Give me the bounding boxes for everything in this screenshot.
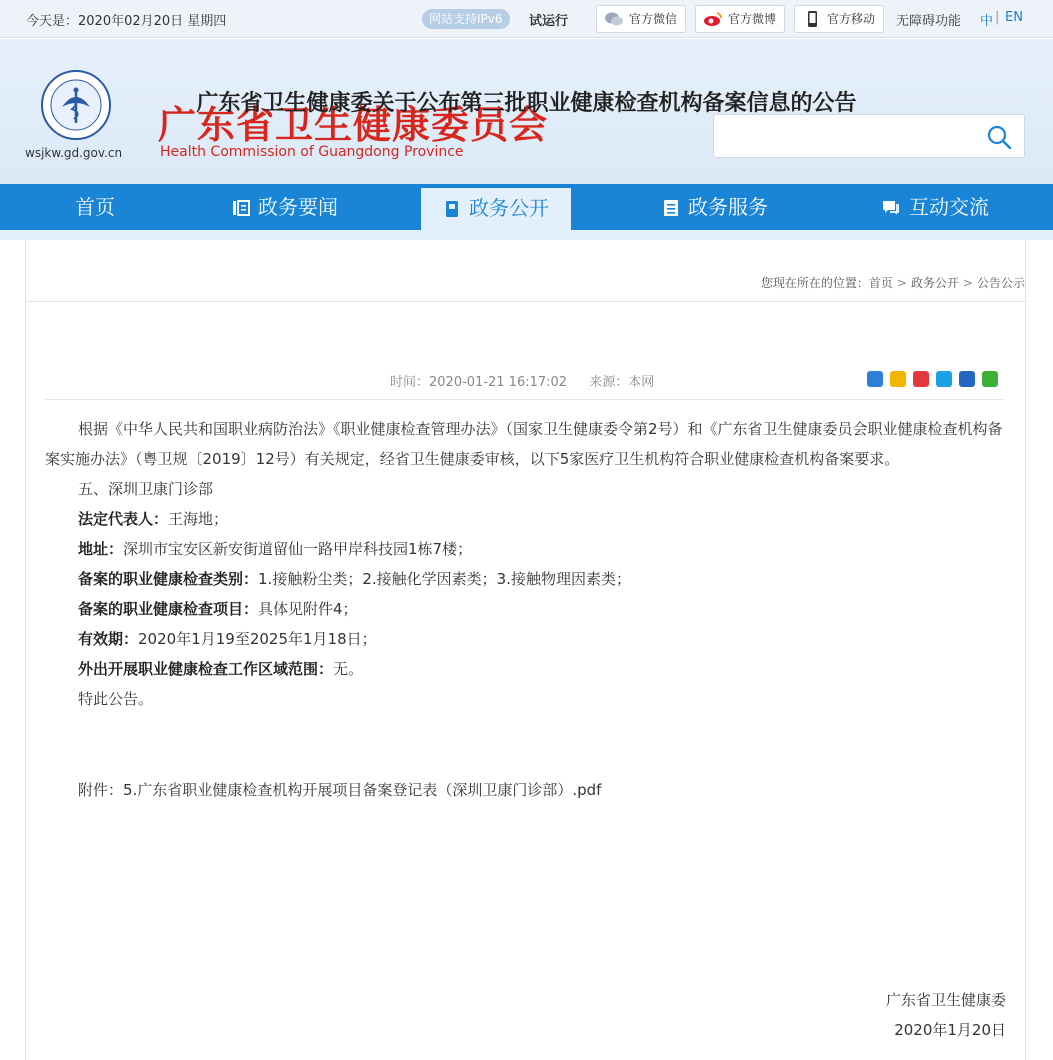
sign-date: 2020年1月20日: [894, 1021, 1006, 1039]
wechat-icon: [604, 11, 624, 27]
wechat-link[interactable]: 官方微信: [596, 5, 686, 33]
mobile-link[interactable]: 官方移动: [794, 5, 884, 33]
article-meta: [390, 371, 654, 390]
document-icon: [662, 199, 680, 217]
news-icon: [232, 199, 250, 217]
field-validity: 有效期：2020年1月19至2025年1月18日；: [78, 630, 377, 648]
site-title: 广东省卫生健康委员会: [158, 103, 549, 147]
breadcrumb-separator: >: [896, 276, 907, 290]
field-representative: 法定代表人：王海地；: [78, 510, 229, 528]
nav-interaction[interactable]: 互动交流: [860, 184, 1010, 230]
nav-home[interactable]: 首页: [75, 195, 115, 219]
ipv6-badge: 网站支持IPv6: [422, 9, 510, 29]
current-date: 今天是：2020年02月20日 星期四: [26, 14, 227, 29]
accessibility-link[interactable]: 无障碍功能: [896, 14, 962, 29]
chat-icon: [881, 199, 901, 217]
trial-label: 试运行: [529, 14, 569, 29]
signature: [886, 985, 1006, 1045]
nav-news[interactable]: 政务要闻: [210, 184, 360, 230]
breadcrumb: 您现在所在的位置：首页 > 政务公开 > 公告公示: [760, 276, 1025, 290]
top-bar: [0, 0, 1053, 38]
org-heading: 五、深圳卫康门诊部: [78, 480, 214, 498]
divider: [26, 301, 1027, 302]
field-items: 备案的职业健康检查项目：具体见附件4；: [78, 600, 358, 618]
share-plus-icon[interactable]: [867, 371, 883, 387]
field-area: 外出开展职业健康检查工作区域范围：无。: [78, 660, 364, 678]
intro-paragraph: 根据《中华人民共和国职业病防治法》《职业健康检查管理办法》（国家卫生健康委令第2号）和《广东省卫生健康委员会职业健康检查机构备案实施办法》（粤卫规〔2019〕12号）有关规定，经省卫生健康委审核，以下5家医疗卫生机构符合职业健康检查机构备案要求。: [45, 420, 1003, 468]
field-category: 备案的职业健康检查类别：1.接触粉尘类；2.接触化学因素类；3.接触物理因素类；: [78, 570, 631, 588]
publish-time: 时间：2020-01-21 16:17:02: [390, 375, 568, 390]
breadcrumb-section[interactable]: 政务公开: [910, 276, 959, 290]
breadcrumb-separator: >: [962, 276, 973, 290]
attachment-link[interactable]: 5.广东省职业健康检查机构开展项目备案登记表（深圳卫康门诊部）.pdf: [123, 781, 602, 799]
closing-text: 特此公告。: [78, 690, 154, 708]
search-box: [713, 114, 1025, 158]
share-renren-icon[interactable]: [959, 371, 975, 387]
attachment: 附件：5.广东省职业健康检查机构开展项目备案登记表（深圳卫康门诊部）.pdf: [78, 781, 602, 799]
nav-services[interactable]: 政务服务: [640, 184, 790, 230]
field-address: 地址：深圳市宝安区新安街道留仙一路甲岸科技园1栋7楼；: [78, 540, 473, 558]
weibo-link[interactable]: 官方微博: [695, 5, 785, 33]
site-subtitle: Health Commission of Guangdong Province: [160, 144, 464, 160]
share-weibo-icon[interactable]: [913, 371, 929, 387]
breadcrumb-current[interactable]: 公告公示: [976, 276, 1025, 290]
lang-en-link[interactable]: EN: [1005, 10, 1023, 25]
lang-zh-link[interactable]: 中: [980, 14, 994, 29]
site-domain: wsjkw.gd.gov.cn: [25, 146, 123, 160]
lang-separator: |: [995, 10, 1000, 25]
share-wechat-icon[interactable]: [982, 371, 998, 387]
book-icon: [443, 200, 461, 218]
article-title: 广东省卫生健康委关于公布第三批职业健康检查机构备案信息的公告: [196, 91, 857, 116]
share-toolbar: [867, 371, 1005, 389]
share-tencent-icon[interactable]: [936, 371, 952, 387]
article-source: 来源：本网: [589, 375, 655, 390]
search-icon[interactable]: [986, 124, 1012, 150]
mobile-phone-icon: [802, 11, 822, 27]
sign-organization: 广东省卫生健康委: [885, 991, 1006, 1009]
search-input[interactable]: [724, 123, 974, 149]
main-nav: [0, 184, 1053, 230]
article-divider: [45, 399, 1005, 400]
article-body: [45, 414, 1005, 714]
nav-gov-affairs[interactable]: 政务公开: [421, 188, 571, 230]
weibo-icon: [703, 11, 723, 27]
breadcrumb-home[interactable]: 首页: [868, 276, 893, 290]
nav-underline-band: [0, 230, 1053, 240]
share-qzone-icon[interactable]: [890, 371, 906, 387]
